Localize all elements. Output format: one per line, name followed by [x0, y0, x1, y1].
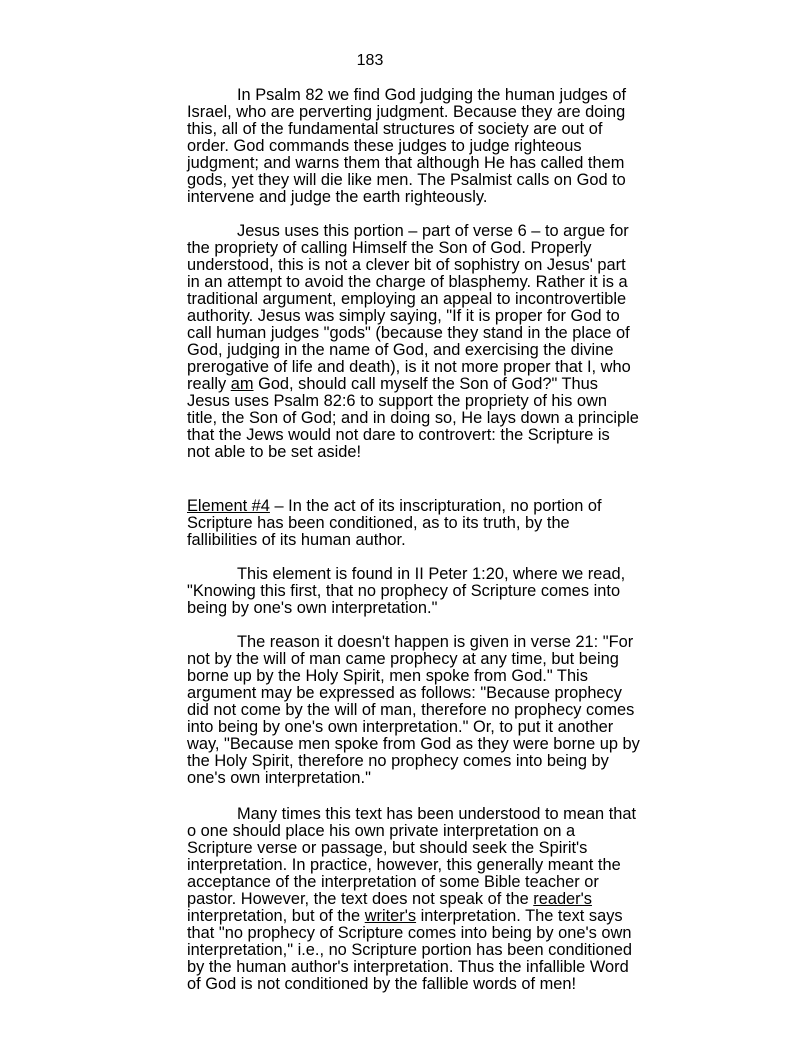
text-line: prerogative of life and death), is it not more proper that I, who — [187, 358, 631, 376]
text-line: Israel, who are perverting judgment. Because they are doing — [187, 103, 626, 121]
text-line: title, the Son of God; and in doing so, He lays down a principle — [187, 409, 639, 427]
text-line: intervene and judge the earth righteously. — [187, 188, 488, 206]
text-line-underlined-am: really am God, should call myself the Son of God?" Thus — [187, 375, 598, 393]
text-line: this, all of the fundamental structures of society are out of — [187, 120, 603, 138]
paragraph-ii-peter — [187, 566, 717, 617]
text-line — [187, 498, 717, 515]
text-line: This element is found in II Peter 1:20, where we read, — [237, 565, 626, 583]
text-line: God, judging in the name of God, and exercising the divine — [187, 341, 614, 359]
page-number: 183 — [356, 52, 384, 69]
text-line: being by one's own interpretation." — [187, 599, 438, 617]
section-heading: Element #4 — [187, 497, 270, 515]
text-line: interpretation," i.e., no Scripture portion has been conditioned — [187, 941, 633, 959]
text-line: the propriety of calling Himself the Son of God. Properly — [187, 239, 592, 257]
text-line: fallibilities of its human author. — [187, 531, 406, 549]
text-line: order. God commands these judges to judge righteous — [187, 137, 582, 155]
text-line: argument may be expressed as follows: "Because prophecy — [187, 684, 622, 702]
paragraph-jesus-uses — [187, 223, 717, 461]
text-line: in an attempt to avoid the charge of blasphemy. Rather it is a — [187, 273, 628, 291]
paragraph-many-times — [187, 806, 717, 993]
text-line: did not come by the will of man, therefore no prophecy comes — [187, 701, 635, 719]
text-line: Jesus uses Psalm 82:6 to support the propriety of his own — [187, 392, 608, 410]
text-line: that the Jews would not dare to controvert: the Scripture is — [187, 426, 610, 444]
text-line: not by the will of man came prophecy at any time, but being — [187, 650, 619, 668]
text-line: Scripture verse or passage, but should seek the Spirit's — [187, 839, 588, 857]
paragraph-psalm-82 — [187, 87, 717, 206]
text-line: Jesus uses this portion – part of verse 6 – to argue for — [237, 222, 629, 240]
text-line: judgment; and warns them that although He has called them — [187, 154, 625, 172]
text-line: acceptance of the interpretation of some Bible teacher or — [187, 873, 599, 891]
text-line: understood, this is not a clever bit of sophistry on Jesus' part — [187, 256, 626, 274]
text-line: borne up by the Holy Spirit, men spoke from God." This — [187, 667, 588, 685]
text-line: call human judges "gods" (because they stand in the place of — [187, 324, 630, 342]
text-line: interpretation. In practice, however, this generally meant the — [187, 856, 621, 874]
text-line: o one should place his own private interpretation on a — [187, 822, 576, 840]
paragraph-element-4 — [187, 498, 717, 549]
text-line-underlined-readers: pastor. However, the text does not speak of the reader's — [187, 890, 592, 908]
text-line: the Holy Spirit, therefore no prophecy comes into being by — [187, 752, 609, 770]
text-line: into being by one's own interpretation." Or, to put it another — [187, 718, 614, 736]
text-line-underlined-writers: interpretation, but of the writer's interpretation. The text says — [187, 907, 623, 925]
text-line: that "no prophecy of Scripture comes into being by one's own — [187, 924, 632, 942]
text-line: authority. Jesus was simply saying, "If it is proper for God to — [187, 307, 620, 325]
text-line: of God is not conditioned by the fallible words of men! — [187, 975, 577, 993]
section-heading-text: – In the act of its inscripturation, no portion of — [269, 497, 602, 515]
text-line: gods, yet they will die like men. The Psalmist calls on God to — [187, 171, 626, 189]
text-line: by the human author's interpretation. Thus the infallible Word — [187, 958, 629, 976]
text-line: Scripture has been conditioned, as to its truth, by the — [187, 514, 570, 532]
text-line: way, "Because men spoke from God as they were borne up by — [187, 735, 640, 753]
paragraph-reason — [187, 634, 717, 787]
text-line: "Knowing this first, that no prophecy of Scripture comes into — [187, 582, 621, 600]
text-line: one's own interpretation." — [187, 769, 371, 787]
text-line: In Psalm 82 we find God judging the human judges of — [237, 86, 627, 104]
text-line: Many times this text has been understood to mean that — [237, 805, 637, 823]
text-line: traditional argument, employing an appeal to incontrovertible — [187, 290, 627, 308]
text-line: not able to be set aside! — [187, 443, 362, 461]
text-line: The reason it doesn't happen is given in verse 21: "For — [237, 633, 634, 651]
